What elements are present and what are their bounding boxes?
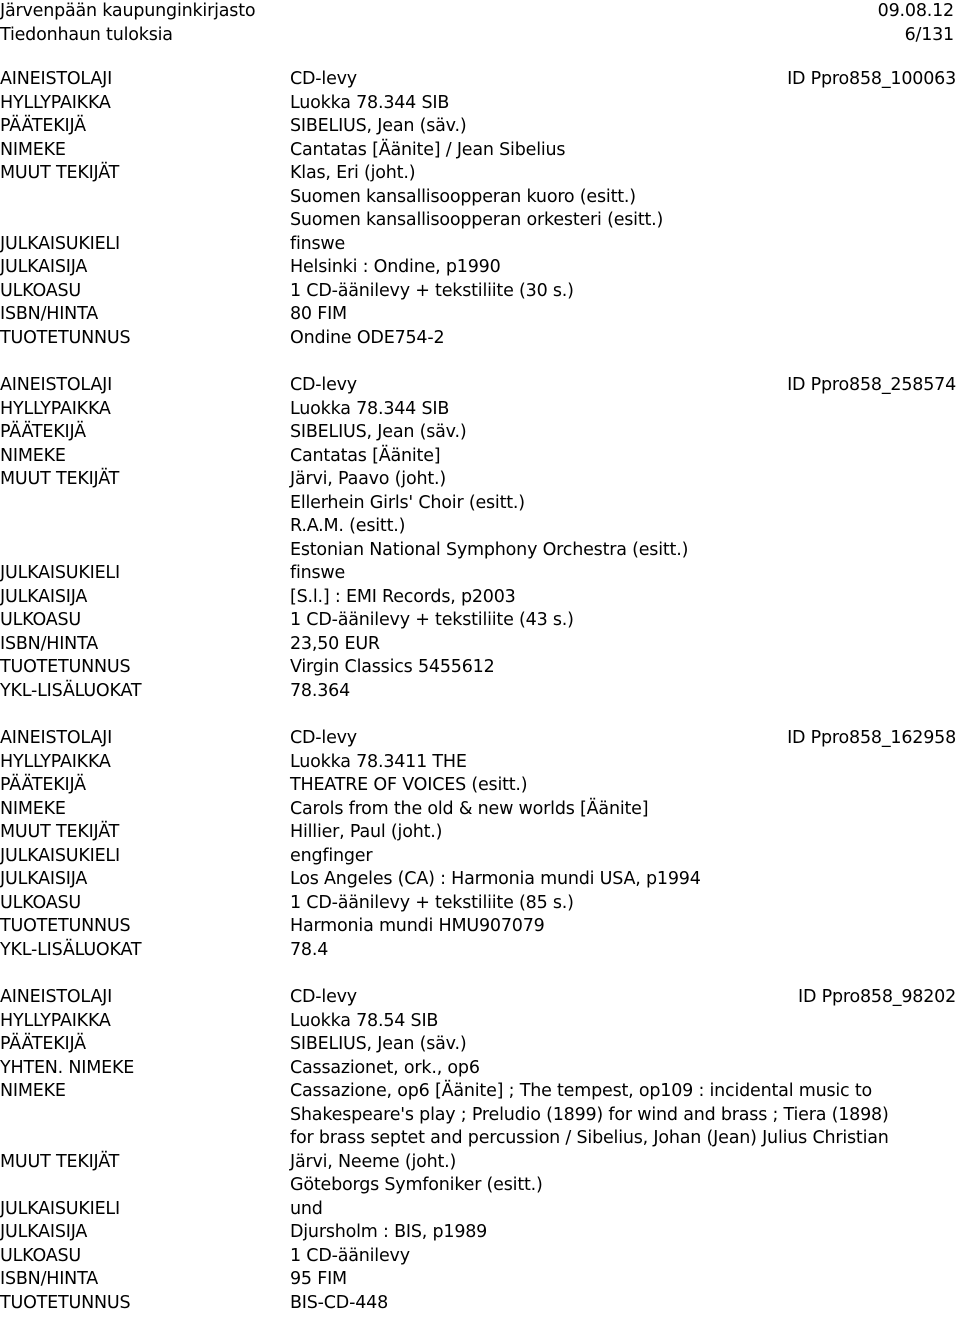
field-value: CD-levy	[290, 728, 357, 748]
field-label: NIMEKE	[0, 1081, 66, 1101]
field-value: [S.l.] : EMI Records, p2003	[290, 586, 516, 607]
field-row	[0, 421, 960, 445]
field-label: AINEISTOLAJI	[0, 728, 113, 748]
field-value: Luokka 78.54 SIB	[290, 1010, 439, 1031]
field-label: PÄÄTEKIJÄ	[0, 422, 86, 442]
field-label: YKL-LISÄLUOKAT	[0, 939, 142, 960]
field-value: Estonian National Symphony Orchestra (esitt.)	[290, 539, 689, 560]
field-label: AINEISTOLAJI	[0, 69, 113, 89]
field-row	[0, 633, 960, 657]
field-value: R.A.M. (esitt.)	[290, 516, 406, 536]
field-row	[0, 1268, 960, 1292]
field-row	[0, 798, 960, 822]
field-value: Ondine ODE754-2	[290, 327, 445, 348]
record	[0, 986, 960, 1315]
field-label: JULKAISIJA	[0, 1222, 88, 1242]
field-value: Cantatas [Äänite] / Jean Sibelius	[290, 139, 566, 160]
field-label: HYLLYPAIKKA	[0, 751, 111, 772]
field-value: 1 CD-äänilevy + tekstiliite (85 s.)	[290, 892, 574, 913]
field-value: finswe	[290, 563, 346, 583]
field-value: 1 CD-äänilevy	[290, 1245, 410, 1266]
field-value: SIBELIUS, Jean (säv.)	[290, 1034, 467, 1054]
field-value: Ellerhein Girls' Choir (esitt.)	[290, 492, 525, 513]
field-value: CD-levy	[290, 69, 357, 89]
field-row	[0, 1010, 960, 1034]
record	[0, 68, 960, 350]
field-value: Los Angeles (CA) : Harmonia mundi USA, p1994	[290, 869, 701, 889]
field-label: JULKAISUKIELI	[0, 563, 120, 583]
field-row	[0, 727, 960, 751]
field-row	[0, 1080, 960, 1104]
field-value: SIBELIUS, Jean (säv.)	[290, 422, 467, 442]
field-row	[0, 115, 960, 139]
field-row	[0, 1198, 960, 1222]
field-label: ULKOASU	[0, 280, 82, 301]
field-value: 1 CD-äänilevy + tekstiliite (43 s.)	[290, 610, 574, 630]
field-row	[0, 1127, 960, 1151]
field-row	[0, 1104, 960, 1128]
field-label: HYLLYPAIKKA	[0, 1010, 111, 1031]
field-row	[0, 751, 960, 775]
field-value: 78.364	[290, 680, 351, 701]
field-row	[0, 398, 960, 422]
field-label: ISBN/HINTA	[0, 633, 98, 654]
field-label: MUUT TEKIJÄT	[0, 469, 120, 489]
field-label: JULKAISIJA	[0, 586, 88, 607]
page-number: 6/131	[904, 24, 954, 45]
print-date: 09.08.12	[877, 1, 954, 21]
field-row	[0, 209, 960, 233]
field-label: JULKAISIJA	[0, 869, 88, 889]
field-value: Shakespeare's play ; Preludio (1899) for wind and brass ; Tiera (1898)	[290, 1104, 889, 1125]
field-row	[0, 586, 960, 610]
field-value: Järvi, Paavo (joht.)	[290, 469, 447, 489]
field-value: 78.4	[290, 939, 329, 960]
field-row	[0, 445, 960, 469]
record-id: ID Ppro858_162958	[787, 728, 956, 748]
field-label: MUUT TEKIJÄT	[0, 163, 120, 183]
field-row	[0, 468, 960, 492]
field-label: MUUT TEKIJÄT	[0, 822, 120, 842]
field-label: HYLLYPAIKKA	[0, 398, 111, 419]
field-row	[0, 915, 960, 939]
field-row	[0, 1221, 960, 1245]
field-value: Suomen kansallisoopperan kuoro (esitt.)	[290, 186, 636, 207]
field-label: NIMEKE	[0, 139, 66, 160]
record	[0, 727, 960, 962]
field-value: Järvi, Neeme (joht.)	[290, 1151, 457, 1172]
field-row	[0, 374, 960, 398]
field-value: 23,50 EUR	[290, 633, 380, 654]
field-label: PÄÄTEKIJÄ	[0, 775, 86, 795]
header-row-2	[0, 24, 960, 48]
field-row	[0, 1292, 960, 1316]
field-label: JULKAISUKIELI	[0, 233, 120, 254]
field-value: Cassazione, op6 [Äänite] ; The tempest, op109 : incidental music to	[290, 1081, 872, 1101]
field-row	[0, 303, 960, 327]
field-row	[0, 892, 960, 916]
field-row	[0, 609, 960, 633]
field-label: AINEISTOLAJI	[0, 375, 113, 395]
record-id: ID Ppro858_100063	[787, 69, 956, 89]
field-row	[0, 562, 960, 586]
results-title: Tiedonhaun tuloksia	[0, 24, 173, 45]
field-row	[0, 1033, 960, 1057]
field-label: TUOTETUNNUS	[0, 916, 131, 936]
field-label: YHTEN. NIMEKE	[0, 1057, 135, 1078]
field-label: NIMEKE	[0, 445, 66, 466]
field-value: Carols from the old & new worlds [Äänite]	[290, 798, 649, 819]
field-value: Cantatas [Äänite]	[290, 445, 441, 466]
field-label: JULKAISIJA	[0, 257, 88, 277]
field-row	[0, 1057, 960, 1081]
field-row	[0, 139, 960, 163]
field-label: PÄÄTEKIJÄ	[0, 1034, 86, 1054]
library-name: Järvenpään kaupunginkirjasto	[0, 1, 256, 21]
field-value: Luokka 78.3411 THE	[290, 751, 467, 772]
field-row	[0, 539, 960, 563]
field-row	[0, 515, 960, 539]
record	[0, 374, 960, 703]
field-value: Cassazionet, ork., op6	[290, 1057, 480, 1078]
field-label: MUUT TEKIJÄT	[0, 1151, 120, 1172]
header-row-1	[0, 0, 960, 24]
field-value: Klas, Eri (joht.)	[290, 163, 416, 183]
field-value: engfinger	[290, 845, 373, 866]
field-row	[0, 774, 960, 798]
record-id: ID Ppro858_98202	[798, 987, 956, 1007]
field-value: finswe	[290, 233, 346, 254]
field-label: NIMEKE	[0, 798, 66, 819]
field-row	[0, 92, 960, 116]
field-value: SIBELIUS, Jean (säv.)	[290, 116, 467, 136]
field-value: BIS-CD-448	[290, 1292, 389, 1313]
field-row	[0, 1174, 960, 1198]
field-label: TUOTETUNNUS	[0, 327, 131, 348]
field-row	[0, 492, 960, 516]
field-row	[0, 186, 960, 210]
field-value: 1 CD-äänilevy + tekstiliite (30 s.)	[290, 280, 574, 301]
field-row	[0, 1245, 960, 1269]
field-label: ULKOASU	[0, 610, 82, 630]
field-label: HYLLYPAIKKA	[0, 92, 111, 113]
field-value: Göteborgs Symfoniker (esitt.)	[290, 1175, 543, 1195]
field-row	[0, 280, 960, 304]
field-value: CD-levy	[290, 987, 357, 1007]
field-value: 80 FIM	[290, 304, 347, 324]
field-label: ISBN/HINTA	[0, 1269, 98, 1289]
field-value: Harmonia mundi HMU907079	[290, 916, 545, 936]
field-value: 95 FIM	[290, 1269, 347, 1289]
field-value: THEATRE OF VOICES (esitt.)	[290, 775, 528, 795]
page-header	[0, 0, 960, 47]
field-label: JULKAISUKIELI	[0, 1198, 120, 1219]
record-list	[0, 68, 960, 1339]
field-label: JULKAISUKIELI	[0, 845, 120, 866]
field-row	[0, 233, 960, 257]
field-row	[0, 256, 960, 280]
record-id: ID Ppro858_258574	[787, 375, 956, 395]
field-row	[0, 845, 960, 869]
field-row	[0, 162, 960, 186]
field-value: CD-levy	[290, 375, 357, 395]
field-row	[0, 939, 960, 963]
field-label: ULKOASU	[0, 892, 82, 913]
field-value: Suomen kansallisoopperan orkesteri (esitt.)	[290, 210, 664, 230]
field-row	[0, 1151, 960, 1175]
field-value: Luokka 78.344 SIB	[290, 92, 450, 113]
field-row	[0, 868, 960, 892]
field-value: Luokka 78.344 SIB	[290, 398, 450, 419]
field-value: Helsinki : Ondine, p1990	[290, 257, 501, 277]
field-label: YKL-LISÄLUOKAT	[0, 680, 142, 701]
field-label: TUOTETUNNUS	[0, 1292, 131, 1313]
field-row	[0, 986, 960, 1010]
field-label: ULKOASU	[0, 1245, 82, 1266]
field-label: TUOTETUNNUS	[0, 657, 131, 677]
field-value: und	[290, 1198, 323, 1219]
field-label: ISBN/HINTA	[0, 304, 98, 324]
field-row	[0, 821, 960, 845]
field-row	[0, 68, 960, 92]
field-row	[0, 327, 960, 351]
field-label: AINEISTOLAJI	[0, 987, 113, 1007]
field-row	[0, 656, 960, 680]
field-value: Hillier, Paul (joht.)	[290, 822, 443, 842]
field-value: Virgin Classics 5455612	[290, 657, 495, 677]
field-row	[0, 680, 960, 704]
field-value: for brass septet and percussion / Sibelius, Johan (Jean) Julius Christian	[290, 1128, 889, 1148]
field-label: PÄÄTEKIJÄ	[0, 116, 86, 136]
field-value: Djursholm : BIS, p1989	[290, 1222, 488, 1242]
